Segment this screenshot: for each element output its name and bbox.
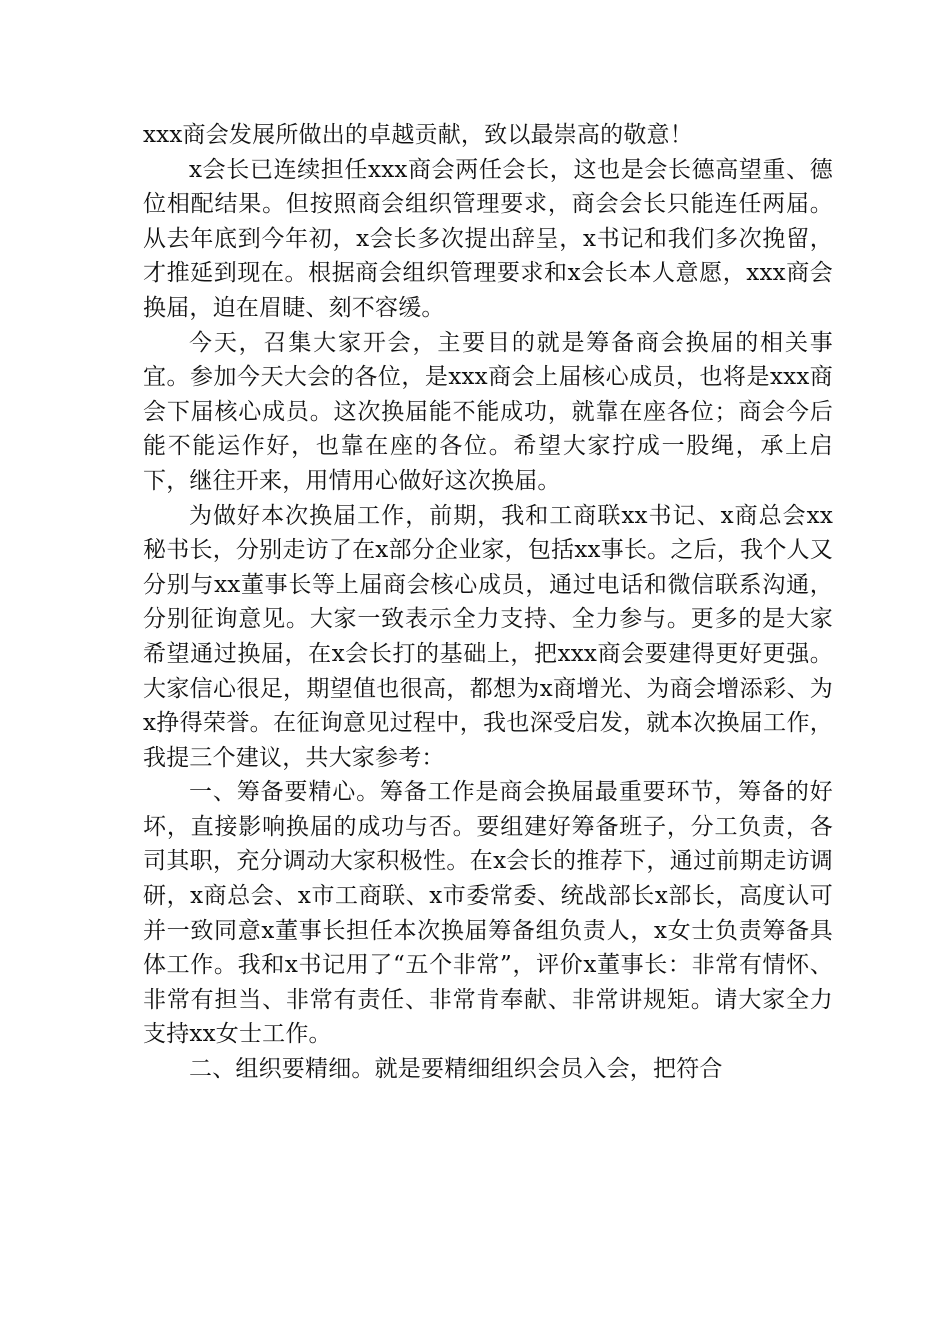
paragraph-term-limit: x会长已连续担任xxx商会两任会长，这也是会长德高望重、德位相配结果。但按照商会组织管理要求，商会会长只能连任两届。从去年底到今年初，x会长多次提出辞呈，x书记和我们多次挽留，才推延到现在。根据商会组织管理要求和x会长本人意愿，xxx商会换届，迫在眉睫、刻不容缓。	[143, 156, 833, 321]
paragraph-point-one: 一、筹备要精心。筹备工作是商会换届最重要环节，筹备的好坏，直接影响换届的成功与否。要组建好筹备班子，分工负责，各司其职，充分调动大家积极性。在x会长的推荐下，通过前期走访调研，x商总会、x市工商联、x市委常委、统战部长x部长，高度认可并一致同意x董事长担任本次换届筹备组负责人，x女士负责筹备具体工作。我和x书记用了“五个非常”，评价x董事长：非常有情怀、非常有担当、非常有责任、非常肯奉献、非常讲规矩。请大家全力支持xx女士工作。	[143, 779, 833, 1048]
document-body	[143, 118, 833, 1087]
paragraph-continuation: xxx商会发展所做出的卓越贡献，致以最崇高的敬意！	[143, 122, 693, 148]
paragraph-meeting-purpose: 今天，召集大家开会，主要目的就是筹备商会换届的相关事宜。参加今天大会的各位，是xxx商会上届核心成员，也将是xxx商会下届核心成员。这次换届能不能成功，就靠在座各位；商会今后能不能运作好，也靠在座的各位。希望大家拧成一股绳，承上启下，继往开来，用情用心做好这次换届。	[143, 329, 833, 494]
paragraph-preparatory-visits: 为做好本次换届工作，前期，我和工商联xx书记、x商总会xx秘书长，分别走访了在x部分企业家，包括xx事长。之后，我个人又分别与xx董事长等上届商会核心成员，通过电话和微信联系沟通，分别征询意见。大家一致表示全力支持、全力参与。更多的是大家希望通过换届，在x会长打的基础上，把xxx商会要建得更好更强。大家信心很足，期望值也很高，都想为x商增光、为商会增添彩、为x挣得荣誉。在征询意见过程中，我也深受启发，就本次换届工作，我提三个建议，共大家参考：	[143, 502, 833, 771]
paragraph-point-two: 二、组织要精细。就是要精细组织会员入会，把符合	[189, 1056, 723, 1083]
